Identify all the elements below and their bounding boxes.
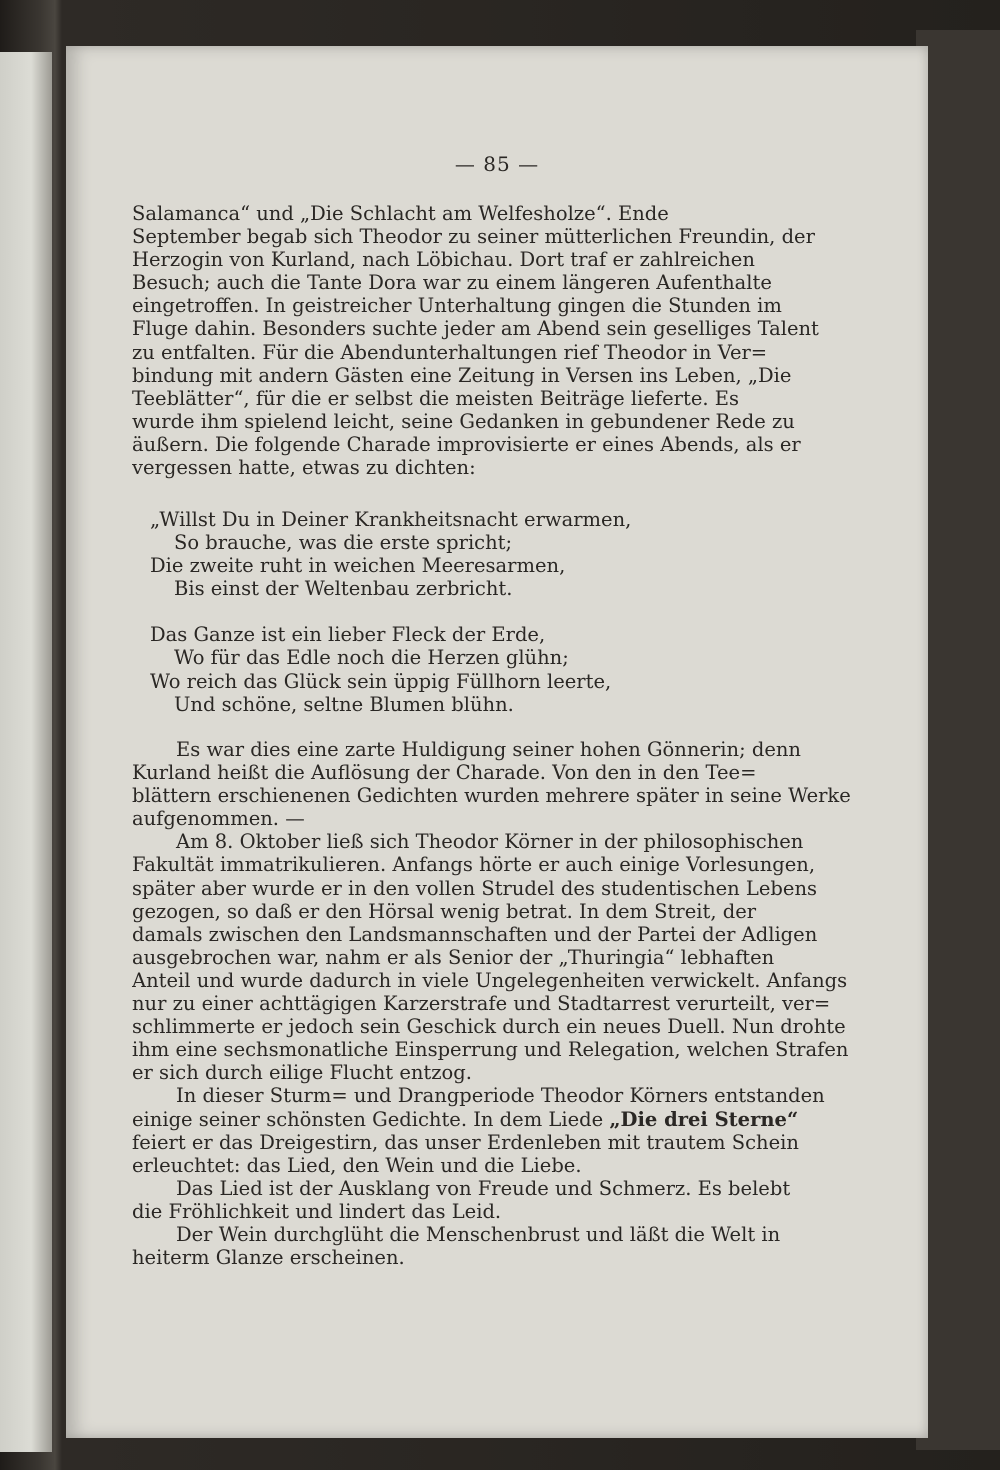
left-page-edge xyxy=(0,52,52,1452)
text-line: Fluge dahin. Besonders suchte jeder am Abend sein geselliges Talent xyxy=(132,317,819,341)
text-line: Es war dies eine zarte Huldigung seiner hohen Gönnerin; denn xyxy=(176,738,801,761)
book-cover-edge xyxy=(916,30,1000,1450)
text-line: äußern. Die folgende Charade improvisierte er eines Abends, als er xyxy=(132,432,801,456)
poem-line: So brauche, was die erste spricht; xyxy=(174,531,513,555)
text-line: ausgebrochen war, nahm er als Senior der „Thuringia“ lebhaften xyxy=(132,945,775,969)
poem-line: Bis einst der Weltenbau zerbricht. xyxy=(174,577,513,601)
body-text-lower xyxy=(132,738,852,1269)
text-line: die Fröhlichkeit und lindert das Leid. xyxy=(132,1199,502,1223)
text-line: September begab sich Theodor zu seiner mütterlichen Freundin, der xyxy=(132,225,815,249)
text-line: Teeblätter“, für die er selbst die meisten Beiträge lieferte. Es xyxy=(132,386,740,410)
text-line: Der Wein durchglüht die Menschenbrust und läßt die Welt in xyxy=(176,1222,781,1246)
paragraph-1 xyxy=(132,202,852,479)
text-line: Salamanca“ und „Die Schlacht am Welfesholze“. Ende xyxy=(132,202,669,225)
text-line: In dieser Sturm= und Drangperiode Theodor Körners entstanden xyxy=(176,1084,825,1108)
text-line: heiterm Glanze erscheinen. xyxy=(132,1246,405,1270)
text-line: Herzogin von Kurland, nach Löbichau. Dort traf er zahlreichen xyxy=(132,248,755,272)
text-line: Kurland heißt die Auflösung der Charade. Von den in den Tee= xyxy=(132,761,757,785)
stanza-gap xyxy=(150,600,870,623)
text-line: gezogen, so daß er den Hörsal wenig betrat. In dem Streit, der xyxy=(132,899,757,923)
text-line: zu entfalten. Für die Abendunterhaltungen rief Theodor in Ver= xyxy=(132,340,768,364)
text-line: bindung mit andern Gästen eine Zeitung in Versen ins Leben, „Die xyxy=(132,363,792,387)
text-line: erleuchtet: das Lied, den Wein und die Liebe. xyxy=(132,1153,582,1177)
poem-line: Wo für das Edle noch die Herzen glühn; xyxy=(174,646,569,670)
poem-line: „Willst Du in Deiner Krankheitsnacht erwarmen, xyxy=(150,508,632,531)
poem-line: Und schöne, seltne Blumen blühn. xyxy=(174,692,514,716)
text-line: später aber wurde er in den vollen Strudel des studentischen Lebens xyxy=(132,876,818,900)
text-line: blättern erschienenen Gedichten wurden mehrere später in seine Werke xyxy=(132,784,851,808)
poem-line: Die zweite ruht in weichen Meeresarmen, xyxy=(150,554,566,578)
song-title: „Die drei Sterne“ xyxy=(609,1107,799,1131)
text-line: Anteil und wurde dadurch in viele Ungelegenheiten verwickelt. Anfangs xyxy=(132,968,848,992)
text-line: Am 8. Oktober ließ sich Theodor Körner in der philosophischen xyxy=(176,830,804,854)
page-number: — 85 — xyxy=(454,152,540,176)
text-line: Fakultät immatrikulieren. Anfangs hörte er auch einige Vorlesungen, xyxy=(132,853,816,877)
charade-poem xyxy=(150,508,870,716)
text-line xyxy=(132,1108,852,1131)
book-page xyxy=(66,46,928,1438)
text-line: ihm eine sechsmonatliche Einsperrung und Relegation, welchen Strafen xyxy=(132,1038,849,1062)
text-line: eingetroffen. In geistreicher Unterhaltung gingen die Stunden im xyxy=(132,294,782,318)
text-line: Das Lied ist der Ausklang von Freude und Schmerz. Es belebt xyxy=(176,1176,791,1200)
text-line: wurde ihm spielend leicht, seine Gedanken in gebundener Rede zu xyxy=(132,409,795,433)
text-line: nur zu einer achttägigen Karzerstrafe und Stadtarrest verurteilt, ver= xyxy=(132,992,831,1016)
text-line: damals zwischen den Landsmannschaften und der Partei der Adligen xyxy=(132,922,818,946)
text-line: Besuch; auch die Tante Dora war zu einem längeren Aufenthalte xyxy=(132,271,772,295)
text-line: feiert er das Dreigestirn, das unser Erdenleben mit trautem Schein xyxy=(132,1130,799,1154)
text-line: vergessen hatte, etwas zu dichten: xyxy=(132,456,476,480)
poem-line: Das Ganze ist ein lieber Fleck der Erde, xyxy=(150,623,546,647)
text-line: schlimmerte er jedoch sein Geschick durch ein neues Duell. Nun drohte xyxy=(132,1015,846,1039)
text-line: aufgenommen. — xyxy=(132,807,305,831)
text-segment: einige seiner schönsten Gedichte. In dem Liede xyxy=(132,1107,610,1131)
poem-line: Wo reich das Glück sein üppig Füllhorn leerte, xyxy=(150,669,612,693)
text-line: er sich durch eilige Flucht entzog. xyxy=(132,1061,472,1085)
